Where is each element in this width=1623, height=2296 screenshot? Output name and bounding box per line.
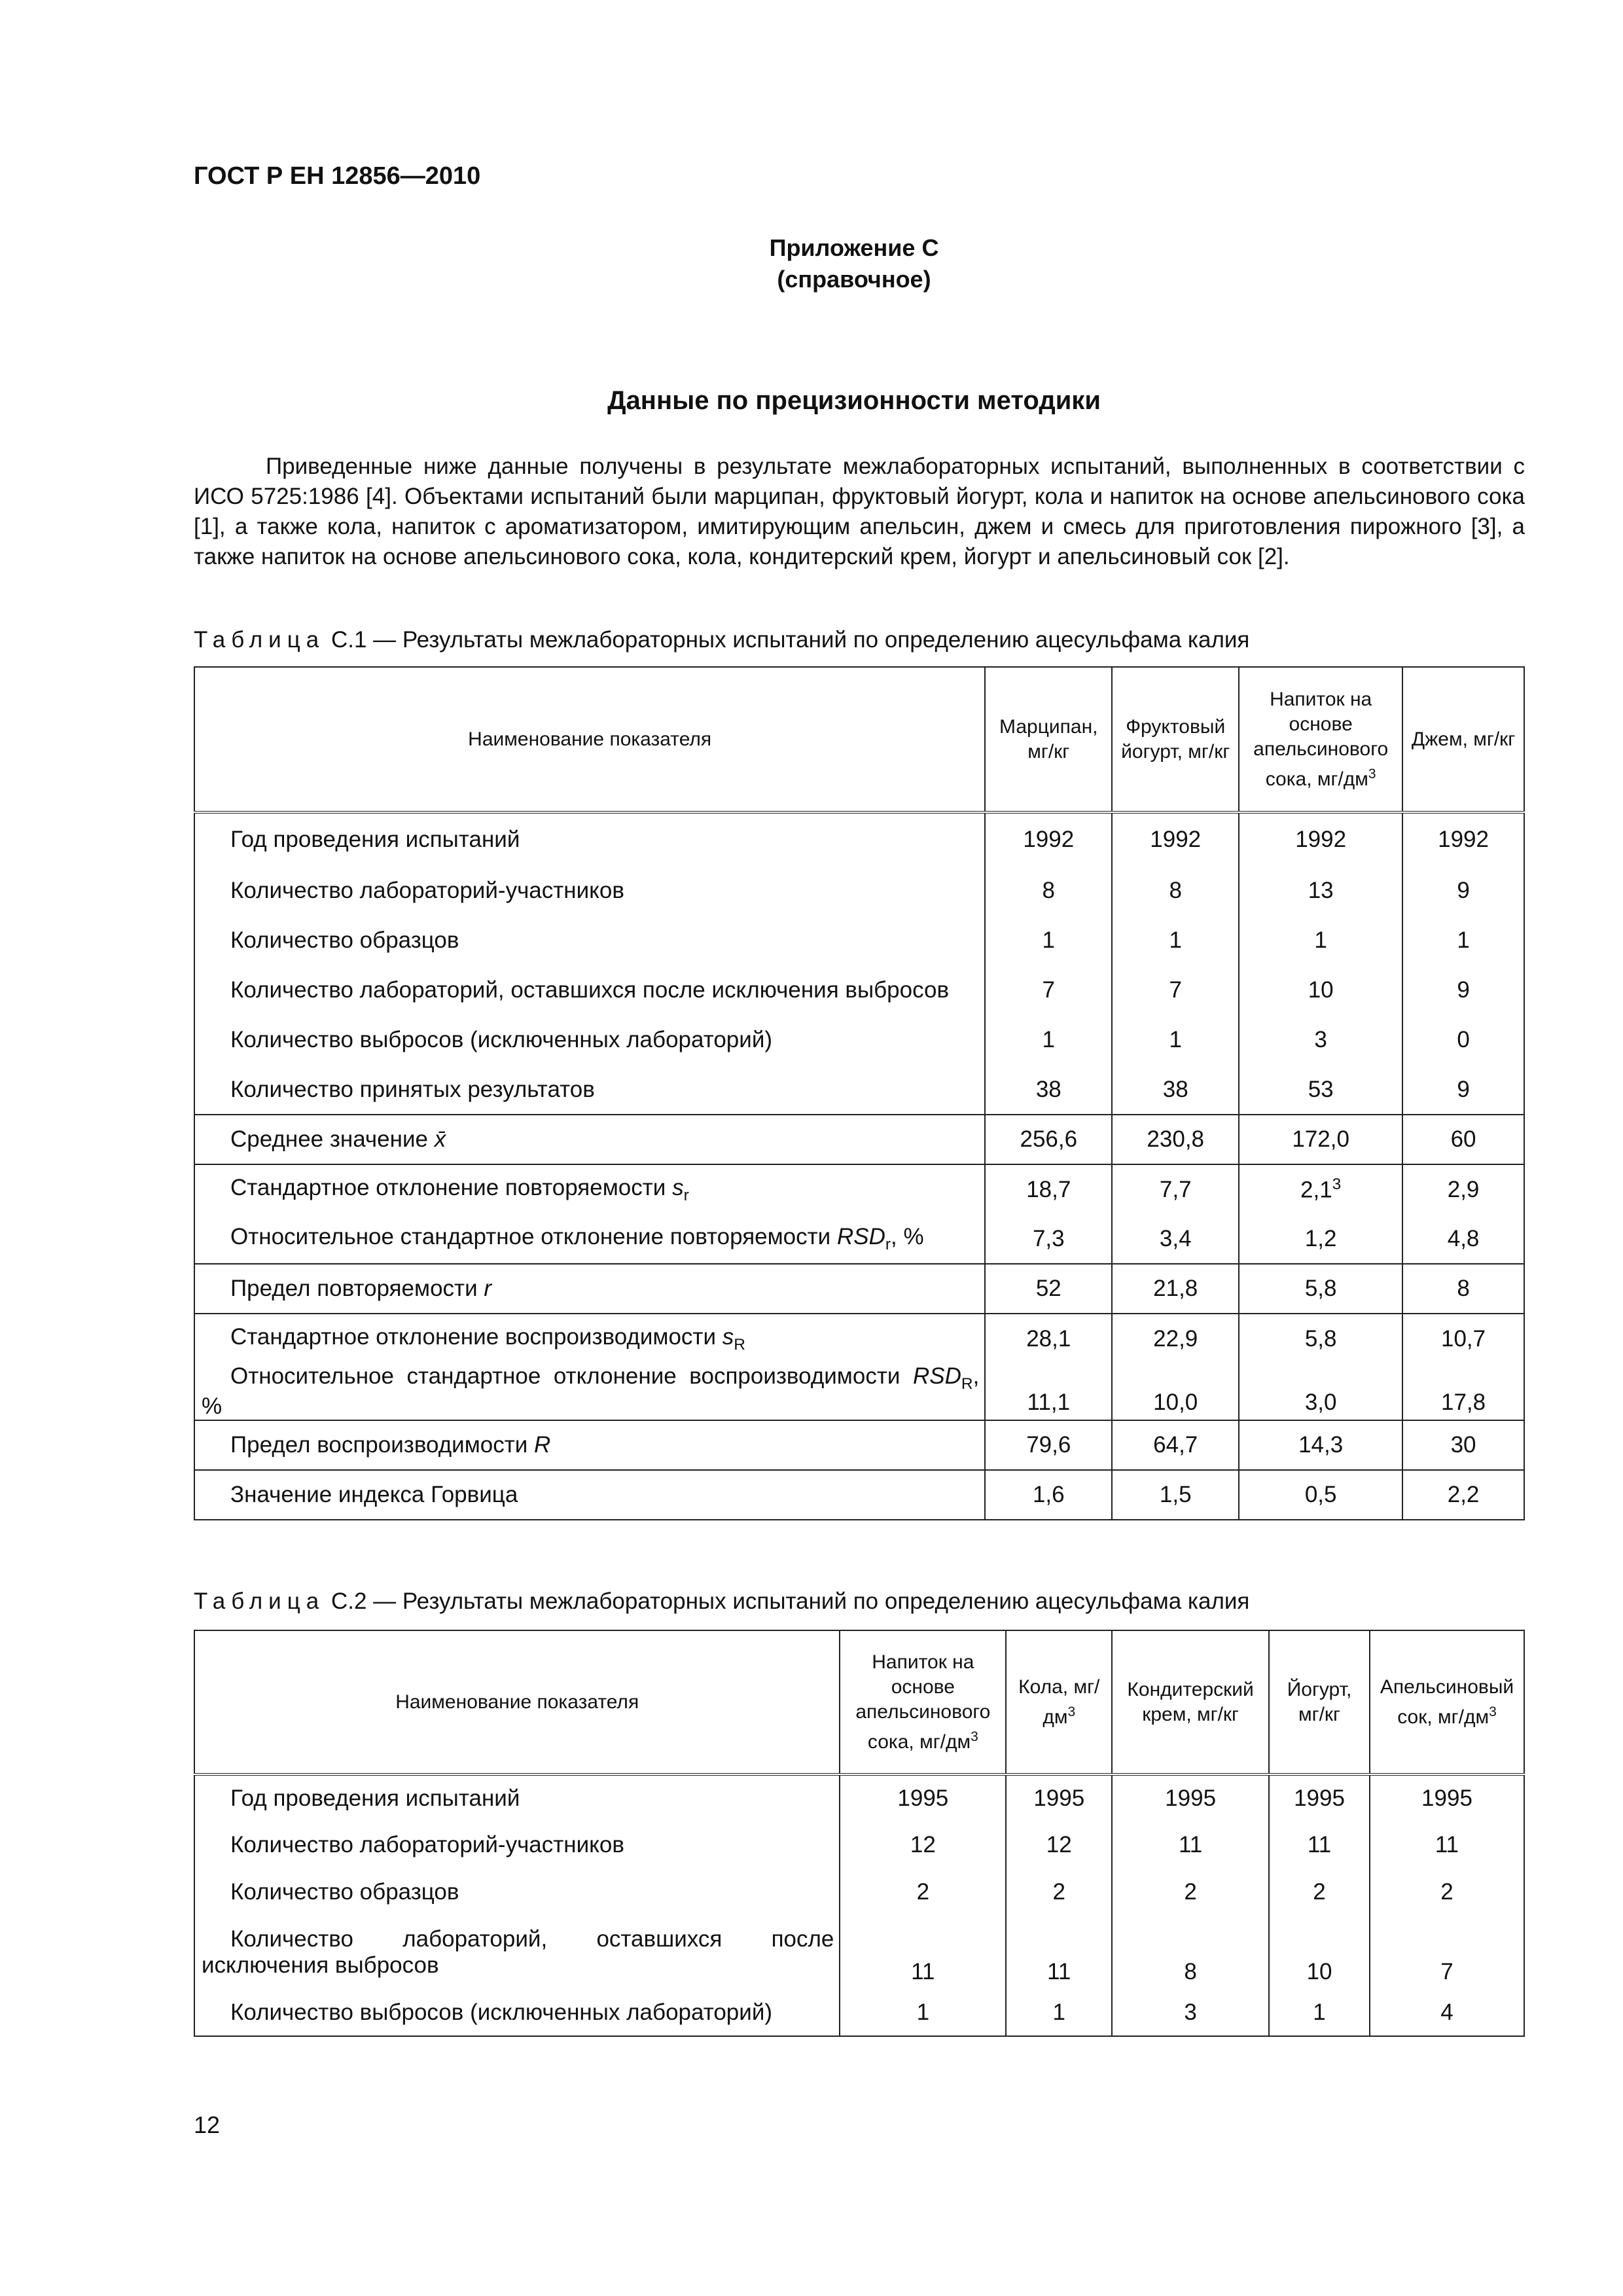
table1-cell: 5,8: [1239, 1264, 1402, 1314]
table1-cell: 21,8: [1112, 1264, 1239, 1314]
table1-cell: 3: [1239, 1015, 1402, 1065]
appendix-heading: [0, 232, 1623, 295]
table1-cell: 2,2: [1402, 1470, 1524, 1520]
table1-cell: $2,1^3$: [1239, 1164, 1402, 1214]
document-header: ГОСТ Р ЕН 12856—2010: [194, 162, 481, 190]
table2-cell: 1995: [1269, 1774, 1370, 1821]
table1-cell: 8: [985, 866, 1112, 916]
table1-cell: 1,5: [1112, 1470, 1239, 1520]
table1-row: [194, 1015, 1524, 1065]
table2-cell: 2: [1269, 1869, 1370, 1916]
table2-row-label: Количество образцов: [194, 1869, 840, 1916]
table1-cell: 1: [1239, 916, 1402, 965]
table1-cell: 1,6: [985, 1470, 1112, 1520]
table2: [194, 1630, 1525, 2037]
table1-row: [194, 1164, 1524, 1214]
table1-cell: 3,0: [1239, 1363, 1402, 1420]
table2-header-row: [194, 1630, 1524, 1774]
table1-cell: 18,7: [985, 1164, 1112, 1214]
table1-cell: 1: [1112, 1015, 1239, 1065]
table1-row: [194, 812, 1524, 866]
table1-cell: 9: [1402, 866, 1524, 916]
table1-cell: 7,7: [1112, 1164, 1239, 1214]
table1-cell: 38: [1112, 1065, 1239, 1115]
table2-cell: 3: [1112, 1989, 1269, 2036]
table1-row-label: Количество выбросов (исключенных лабораторий): [194, 1015, 985, 1065]
table1-cell: 1,2: [1239, 1214, 1402, 1264]
table2-header-orange-drink: Напиток на основе апельсинового сока, $мг/дм^3$: [840, 1630, 1006, 1774]
table1-cell: 64,7: [1112, 1420, 1239, 1470]
table2-header-yogurt: Йогурт, мг/кг: [1269, 1630, 1370, 1774]
table1-cell: 0: [1402, 1015, 1524, 1065]
table1-row: [194, 1065, 1524, 1115]
table2-cell: 10: [1269, 1916, 1370, 1989]
table2-cell: 12: [840, 1821, 1006, 1869]
table1-cell: 11,1: [985, 1363, 1112, 1420]
table2-cell: 1995: [1112, 1774, 1269, 1821]
table1-cell: 9: [1402, 1065, 1524, 1115]
table2-cell: 8: [1112, 1916, 1269, 1989]
table1-row: [194, 1264, 1524, 1314]
table1-cell: 1: [985, 1015, 1112, 1065]
table2-cell: 11: [1370, 1821, 1524, 1869]
table1-cell: 5,8: [1239, 1314, 1402, 1363]
table2-row-label: Количество лабораторий, оставшихся после исключения выбросов: [194, 1916, 840, 1989]
table2-caption-text: С.2 — Результаты межлабораторных испытаний по определению ацесульфама калия: [325, 1588, 1250, 1614]
table1-cell: 1: [985, 916, 1112, 965]
table1-row: [194, 1214, 1524, 1264]
table1-cell: 14,3: [1239, 1420, 1402, 1470]
table1-cell: 17,8: [1402, 1363, 1524, 1420]
table1-header-name: Наименование показателя: [194, 667, 985, 812]
table1-cell: 60: [1402, 1115, 1524, 1164]
table2-cell: 2: [1006, 1869, 1112, 1916]
table2-cell: 1995: [1006, 1774, 1112, 1821]
table1-row: [194, 1470, 1524, 1520]
table1-cell: 7: [1112, 965, 1239, 1015]
table1-cell: 0,5: [1239, 1470, 1402, 1520]
table1-cell: 30: [1402, 1420, 1524, 1470]
table1-cell: 1992: [1112, 812, 1239, 866]
table2-row: [194, 1821, 1524, 1869]
section-title: Данные по прецизионности методики: [607, 386, 1101, 415]
table2-cell: 12: [1006, 1821, 1112, 1869]
table2-cell: 11: [840, 1916, 1006, 1989]
table2-cell: 1995: [840, 1774, 1006, 1821]
table2-cell: 2: [1112, 1869, 1269, 1916]
table1-cell: 38: [985, 1065, 1112, 1115]
table1-row-label: Значение индекса Горвица: [194, 1470, 985, 1520]
table2-caption-label: Таблица: [194, 1588, 325, 1614]
table1-cell: 52: [985, 1264, 1112, 1314]
table2-cell: 7: [1370, 1916, 1524, 1989]
table2-cell: 1: [1006, 1989, 1112, 2036]
table1-cell: 9: [1402, 965, 1524, 1015]
table1-caption-label: Таблица: [194, 627, 325, 653]
table1-row-label: Количество лабораторий-участников: [194, 866, 985, 916]
table1-row-label: Год проведения испытаний: [194, 812, 985, 866]
table1-row: [194, 1420, 1524, 1470]
table1-row-label: Стандартное отклонение воспроизводимости $s_R$: [194, 1314, 985, 1363]
table1-row-label: Относительное стандартное отклонение воспроизводимости $RSD_R$, %: [194, 1363, 985, 1420]
table1-header-row: [194, 667, 1524, 812]
table1-header-orange-drink: Напиток на основе апельсинового сока, $мг/дм^3$: [1239, 667, 1402, 812]
table1-row-label: Стандартное отклонение повторяемости $s_r$: [194, 1164, 985, 1214]
table1-cell: 1992: [1402, 812, 1524, 866]
table2-row-label: Год проведения испытаний: [194, 1774, 840, 1821]
table1: [194, 666, 1525, 1520]
appendix-type: (справочное): [777, 266, 931, 293]
table1-header-jam: Джем, мг/кг: [1402, 667, 1524, 812]
table1-caption: [194, 627, 1249, 653]
table2-header-name: Наименование показателя: [194, 1630, 840, 1774]
table1-row: [194, 866, 1524, 916]
table1-row-label: Предел повторяемости r: [194, 1264, 985, 1314]
table2-row-label: Количество выбросов (исключенных лабораторий): [194, 1989, 840, 2036]
table1-row: [194, 1115, 1524, 1164]
table1-cell: 10,0: [1112, 1363, 1239, 1420]
table1-cell: 256,6: [985, 1115, 1112, 1164]
table2-cell: 1: [840, 1989, 1006, 2036]
table1-cell: 3,4: [1112, 1214, 1239, 1264]
table2-header-cream: Кондитерский крем, мг/кг: [1112, 1630, 1269, 1774]
table1-row: [194, 1314, 1524, 1363]
table2-header-orange-juice: Апельсиновый сок, $мг/дм^3$: [1370, 1630, 1524, 1774]
table1-header-yogurt: Фруктовый йогурт, мг/кг: [1112, 667, 1239, 812]
table2-cell: 11: [1006, 1916, 1112, 1989]
table2-header-cola: Кола, $мг/дм^3$: [1006, 1630, 1112, 1774]
table1-cell: 1: [1112, 916, 1239, 965]
page-number: 12: [194, 2111, 221, 2138]
table2-cell: 1: [1269, 1989, 1370, 2036]
intro-paragraph: Приведенные ниже данные получены в результате межлабораторных испытаний, выполненных в соответствии с ИСО 5725:1986 [4]. Объектами испытаний были марципан, фруктовый йогурт, кола и напиток на основе апельсинового сока [1], а также кола, напиток с ароматизатором, имитирующим апельсин, джем и смесь для приготовления пирожного [3], а также напиток на основе апельсинового сока, кола, кондитерский крем, йогурт и апельсиновый сок [2].: [194, 454, 1525, 569]
table1-row-label: Количество образцов: [194, 916, 985, 965]
table2-cell: 4: [1370, 1989, 1524, 2036]
table2-row: [194, 1774, 1524, 1821]
table1-cell: 10,7: [1402, 1314, 1524, 1363]
table1-cell: 172,0: [1239, 1115, 1402, 1164]
table1-row-label: Относительное стандартное отклонение повторяемости $RSD_r$, %: [194, 1214, 985, 1264]
table2-row: [194, 1989, 1524, 2036]
table1-cell: 13: [1239, 866, 1402, 916]
table1-caption-text: С.1 — Результаты межлабораторных испытаний по определению ацесульфама калия: [325, 627, 1250, 653]
table2-caption: [194, 1588, 1249, 1615]
table1-row-label: Предел воспроизводимости R: [194, 1420, 985, 1470]
table1-cell: 2,9: [1402, 1164, 1524, 1214]
table1-cell: 22,9: [1112, 1314, 1239, 1363]
table2-row-label: Количество лабораторий-участников: [194, 1821, 840, 1869]
table1-cell: 10: [1239, 965, 1402, 1015]
table2-cell: 11: [1112, 1821, 1269, 1869]
table1-row-label: Количество лабораторий, оставшихся после исключения выбросов: [194, 965, 985, 1015]
table1-cell: 1: [1402, 916, 1524, 965]
table1-row: [194, 1363, 1524, 1420]
table1-cell: 8: [1402, 1264, 1524, 1314]
appendix-title: Приложение С: [769, 234, 939, 261]
table1-cell: 1992: [1239, 812, 1402, 866]
table1-cell: 79,6: [985, 1420, 1112, 1470]
table2-cell: 1995: [1370, 1774, 1524, 1821]
table1-cell: 28,1: [985, 1314, 1112, 1363]
table1-row-label: Среднее значение x̄: [194, 1115, 985, 1164]
table1-header-marzipan: Марципан, мг/кг: [985, 667, 1112, 812]
table1-row-label: Количество принятых результатов: [194, 1065, 985, 1115]
table1-cell: 4,8: [1402, 1214, 1524, 1264]
table1-cell: 230,8: [1112, 1115, 1239, 1164]
table1-cell: 8: [1112, 866, 1239, 916]
table1-cell: 7,3: [985, 1214, 1112, 1264]
table2-row: [194, 1869, 1524, 1916]
table1-cell: 1992: [985, 812, 1112, 866]
table1-row: [194, 916, 1524, 965]
table1-row: [194, 965, 1524, 1015]
table1-cell: 7: [985, 965, 1112, 1015]
table2-row: [194, 1916, 1524, 1989]
table1-cell: 53: [1239, 1065, 1402, 1115]
table2-cell: 11: [1269, 1821, 1370, 1869]
table2-cell: 2: [840, 1869, 1006, 1916]
table2-cell: 2: [1370, 1869, 1524, 1916]
